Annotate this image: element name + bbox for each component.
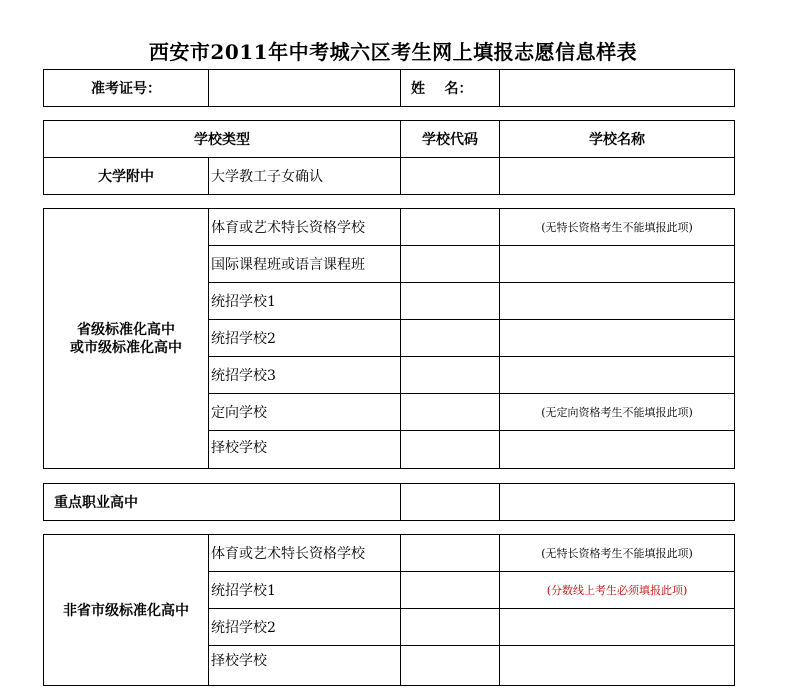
school-code-field[interactable] — [401, 535, 500, 572]
university-affiliated-table — [43, 120, 735, 195]
vocational-table — [43, 483, 735, 521]
school-code-field[interactable] — [401, 394, 500, 431]
category-provincial-standard — [44, 209, 209, 469]
row-label: 统招学校1 — [209, 572, 401, 609]
row-label: 大学教工子女确认 — [209, 158, 401, 195]
school-name-field[interactable]: (分数线上考生必须填报此项) — [500, 572, 735, 609]
school-name-field[interactable] — [500, 431, 735, 469]
school-name-field[interactable]: (无特长资格考生不能填报此项) — [500, 535, 735, 572]
school-name-field[interactable]: (无特长资格考生不能填报此项) — [500, 209, 735, 246]
school-code-field[interactable] — [401, 158, 500, 195]
row-label: 统招学校3 — [209, 357, 401, 394]
row-label: 择校学校 — [209, 431, 401, 469]
provincial-standard-table — [43, 208, 735, 469]
row-label: 定向学校 — [209, 394, 401, 431]
category-university-affiliated: 大学附中 — [44, 158, 209, 195]
row-label: 统招学校2 — [209, 320, 401, 357]
row-label: 统招学校1 — [209, 283, 401, 320]
school-code-field[interactable] — [401, 646, 500, 686]
school-code-field[interactable] — [401, 484, 500, 521]
school-name-field[interactable] — [500, 283, 735, 320]
school-code-field[interactable] — [401, 431, 500, 469]
form-title: 西安市2011年中考城六区考生网上填报志愿信息样表 — [148, 40, 638, 64]
row-label: 国际课程班或语言课程班 — [209, 246, 401, 283]
school-name-field[interactable] — [500, 357, 735, 394]
row-label: 择校学校 — [209, 646, 401, 686]
exam-number-label: 准考证号： — [44, 70, 209, 107]
exam-number-field[interactable] — [209, 70, 401, 107]
school-code-field[interactable] — [401, 572, 500, 609]
school-code-field[interactable] — [401, 320, 500, 357]
category-label: 省级标准化高中 或市级标准化高中 — [70, 321, 182, 356]
row-label: 体育或艺术特长资格学校 — [209, 209, 401, 246]
school-code-field[interactable] — [401, 357, 500, 394]
column-header-school-type: 学校类型 — [44, 121, 401, 158]
school-name-field[interactable]: (无定向资格考生不能填报此项) — [500, 394, 735, 431]
name-field[interactable] — [500, 70, 735, 107]
row-label: 体育或艺术特长资格学校 — [209, 535, 401, 572]
school-name-field[interactable] — [500, 609, 735, 646]
school-name-field[interactable] — [500, 246, 735, 283]
name-label: 姓 名： — [401, 70, 500, 107]
row-label: 统招学校2 — [209, 609, 401, 646]
category-key-vocational: 重点职业高中 — [44, 484, 401, 521]
column-header-school-name: 学校名称 — [500, 121, 735, 158]
applicant-info-table — [43, 69, 735, 107]
school-name-field[interactable] — [500, 484, 735, 521]
school-code-field[interactable] — [401, 609, 500, 646]
school-name-field[interactable] — [500, 320, 735, 357]
column-header-school-code: 学校代码 — [401, 121, 500, 158]
school-name-field[interactable] — [500, 646, 735, 686]
school-code-field[interactable] — [401, 283, 500, 320]
category-non-provincial: 非省市级标准化高中 — [44, 535, 209, 686]
school-name-field[interactable] — [500, 158, 735, 195]
non-provincial-table — [43, 534, 735, 686]
school-code-field[interactable] — [401, 209, 500, 246]
school-code-field[interactable] — [401, 246, 500, 283]
